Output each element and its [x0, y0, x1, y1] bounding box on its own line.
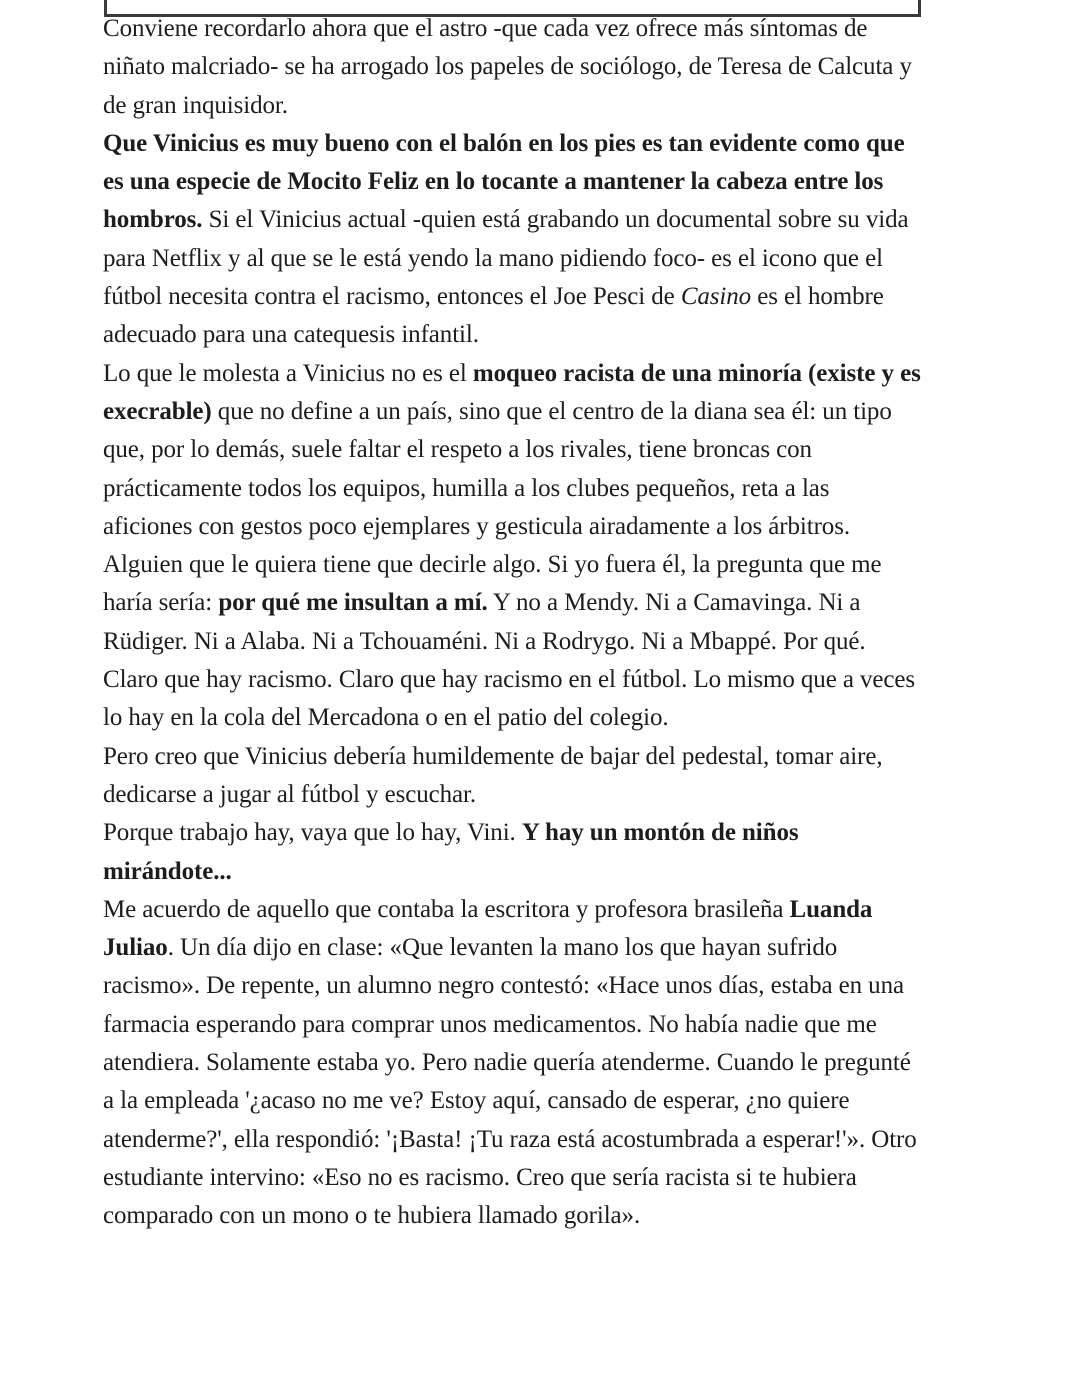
text-segment-normal: Me acuerdo de aquello que contaba la escritora y profesora brasileña: [103, 895, 790, 923]
text-segment-bold: Que Vinicius es muy bueno con el balón en los pies es tan evidente como que es una especie de Mocito Feliz en lo tocante a mantener la cabeza entre los hombros.: [103, 129, 905, 234]
article-paragraph: [103, 661, 923, 738]
article-body: [103, 10, 923, 1236]
text-segment-normal: Claro que hay racismo. Claro que hay racismo en el fútbol. Lo mismo que a veces lo hay en la cola del Mercadona o en el patio del colegio.: [103, 666, 915, 732]
text-segment-normal: Y no a Mendy. Ni a Camavinga. Ni a Rüdiger. Ni a Alaba. Ni a Tchouaméni. Ni a Rodrygo. Ni a Mbappé. Por qué.: [103, 589, 866, 655]
text-segment-normal: . Un día dijo en clase: «Que levanten la mano los que hayan sufrido racismo». De repente, un alumno negro contestó: «Hace unos días, estaba en una farmacia esperando para comprar unos medicamentos. No había nadie que me atendiera. Solamente estaba yo. Pero nadie quería atenderme. Cuando le pregunté a la empleada '¿acaso no me ve? Estoy aquí, cansado de esperar, ¿no quiere atenderme?', ella respondió: '¡Basta! ¡Tu raza está acostumbrada a esperar!'». Otro estudiante intervino: «Eso no es racismo. Creo que sería racista si te hubiera comparado con un mono o te hubiera llamado gorila».: [103, 934, 917, 1230]
article-paragraph: [103, 738, 923, 815]
text-segment-normal: Si el Vinicius actual -quien está grabando un documental sobre su vida para Netflix y al que se le está yendo la mano pidiendo foco- es el icono que el fútbol necesita contra el racismo, entonces el Joe Pesci de: [103, 206, 909, 311]
text-segment-normal: Alguien que le quiera tiene que decirle algo. Si yo fuera él, la pregunta que me haría sería:: [103, 551, 882, 617]
text-segment-bold: moqueo racista de una minoría (existe y es execrable): [103, 359, 921, 425]
article-paragraph: [103, 355, 923, 546]
article-paragraph: [103, 891, 923, 1236]
article-paragraph: [103, 546, 923, 661]
article-paragraph: [103, 10, 923, 125]
article-paragraph: [103, 814, 923, 891]
text-segment-bold: Y hay un montón de niños mirándote...: [103, 819, 799, 885]
text-segment-normal: es el hombre adecuado para una catequesis infantil.: [103, 283, 884, 349]
text-segment-normal: que no define a un país, sino que el centro de la diana sea él: un tipo que, por lo demás, suele faltar el respeto a los rivales, tiene broncas con prácticamente todos los equipos, humilla a los clubes pequeños, reta a las aficiones con gestos poco ejemplares y gesticula airadamente a los árbitros.: [103, 397, 892, 540]
text-segment-normal: Porque trabajo hay, vaya que lo hay, Vini.: [103, 819, 522, 847]
article-paragraph: [103, 125, 923, 355]
text-segment-bold: por qué me insultan a mí.: [218, 589, 488, 617]
text-segment-normal: Pero creo que Vinicius debería humildemente de bajar del pedestal, tomar aire, dedicarse a jugar al fútbol y escuchar.: [103, 742, 883, 808]
text-segment-bold: Luanda Juliao: [103, 895, 873, 962]
text-segment-normal: Lo que le molesta a Vinicius no es el: [103, 359, 473, 387]
text-segment-italic: Casino: [680, 283, 752, 311]
text-segment-normal: Conviene recordarlo ahora que el astro -que cada vez ofrece más síntomas de niñato malcriado- se ha arrogado los papeles de sociólogo, de Teresa de Calcuta y de gran inquisidor.: [103, 15, 912, 119]
